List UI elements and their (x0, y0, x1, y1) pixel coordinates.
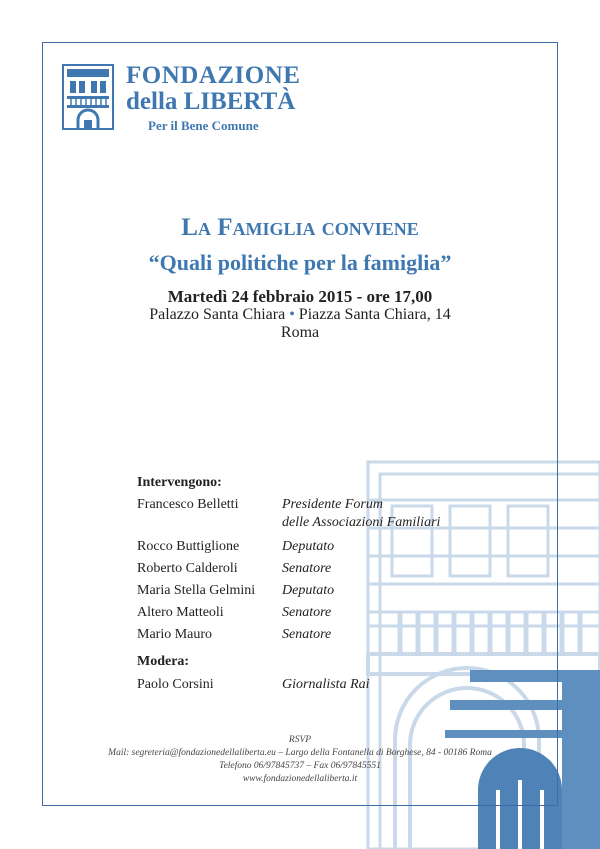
bullet-separator: • (289, 306, 295, 323)
event-title: La Famiglia conviene (181, 214, 419, 241)
footer-phone: Telefono 06/97845737 – Fax 06/97845551 (219, 761, 381, 771)
speaker-role: Deputato (282, 583, 335, 598)
speaker-role: Senatore (282, 561, 332, 576)
org-tagline: Per il Bene Comune (148, 118, 259, 133)
footer-website: www.fondazionedellaliberta.it (242, 774, 358, 784)
event-address: Piazza Santa Chiara, 14 (298, 306, 451, 323)
footer-mail: Mail: segreteria@fondazionedellaliberta.eu – Largo della Fontanella di Borghese, 84 - 00186 Roma (108, 748, 492, 758)
speaker-role: Senatore (282, 605, 332, 620)
speaker-name: Mario Mauro (137, 627, 213, 642)
speaker-name: Roberto Calderoli (137, 561, 238, 576)
event-venue-line (42, 306, 558, 324)
speaker-name: Francesco Belletti (137, 497, 239, 512)
event-venue: Palazzo Santa Chiara (149, 306, 286, 323)
event-subtitle: “Quali politiche per la famiglia” (148, 250, 452, 275)
speaker-role: Presidente Forum (282, 497, 383, 512)
palazzo-facade-icon (62, 64, 114, 130)
moderator-name: Paolo Corsini (137, 677, 214, 692)
org-name-line1: FONDAZIONE (126, 62, 301, 89)
event-city: Roma (280, 324, 320, 341)
speaker-name: Maria Stella Gelmini (137, 583, 256, 598)
speaker-name: Altero Matteoli (137, 605, 224, 620)
speaker-role: Senatore (282, 627, 332, 642)
speaker-name: Rocco Buttiglione (137, 539, 240, 554)
speaker-role-line2: delle Associazioni Familiari (282, 515, 441, 530)
event-date: Martedì 24 febbraio 2015 - ore 17,00 (167, 287, 433, 306)
rsvp-label: RSVP (288, 735, 312, 745)
speakers-heading: Intervengono: (137, 475, 222, 490)
org-name-line2: della LIBERTÀ (126, 88, 296, 115)
moderator-role: Giornalista Rai (282, 677, 370, 692)
moderator-heading: Modera: (137, 654, 190, 669)
speaker-role: Deputato (282, 539, 335, 554)
